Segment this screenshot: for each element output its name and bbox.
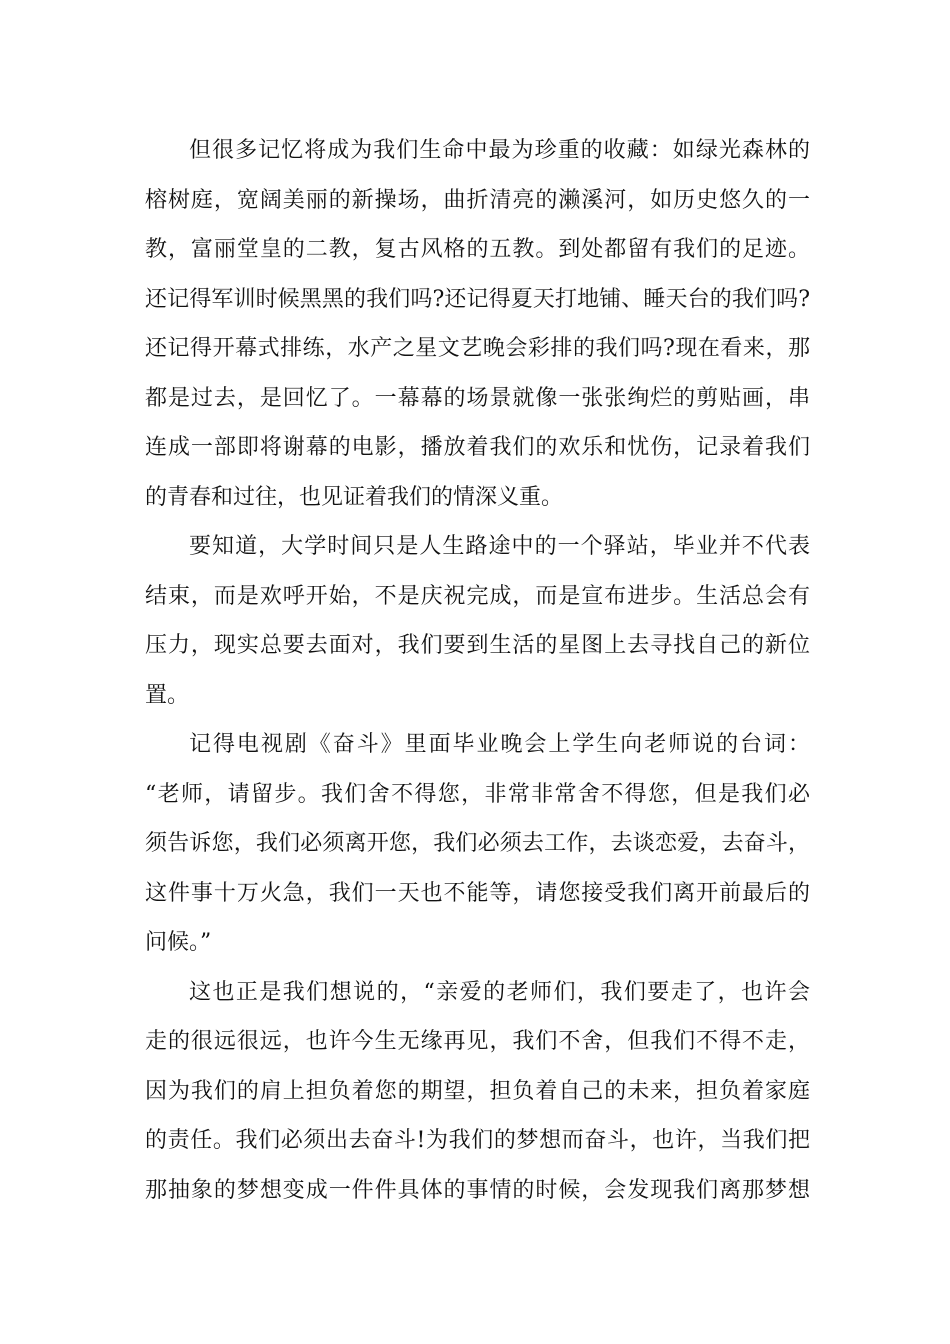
paragraph-2-line-3: 压力，现实总要去面对，我们要到生活的星图上去寻找自己的新位 bbox=[145, 633, 810, 658]
paragraph-4-line-4: 的责任。我们必须出去奋斗!为我们的梦想而奋斗，也许，当我们把 bbox=[145, 1128, 810, 1153]
paragraph-2-line-1: 要知道，大学时间只是人生路途中的一个驿站，毕业并不代表 bbox=[189, 534, 810, 559]
paragraph-2-line-2: 结束，而是欢呼开始，不是庆祝完成，而是宣布进步。生活总会有 bbox=[145, 583, 810, 609]
paragraph-3-line-4: 这件事十万火急，我们一天也不能等，请您接受我们离开前最后的 bbox=[145, 880, 810, 906]
paragraph-4-line-5: 那抽象的梦想变成一件件具体的事情的时候，会发现我们离那梦想 bbox=[145, 1177, 810, 1203]
paragraph-1-line-2: 榕树庭，宽阔美丽的新操场，曲折清亮的濑溪河，如历史悠久的一 bbox=[145, 187, 810, 213]
paragraph-1-line-4: 还记得军训时候黑黑的我们吗?还记得夏天打地铺、睡天台的我们吗? bbox=[145, 286, 810, 312]
paragraph-1-line-3: 教，富丽堂皇的二教，复古风格的五教。到处都留有我们的足迹。 bbox=[145, 237, 810, 262]
paragraph-3-line-5: 问候。” bbox=[145, 930, 212, 955]
paragraph-1-line-6: 都是过去，是回忆了。一幕幕的场景就像一张张绚烂的剪贴画，串 bbox=[145, 385, 810, 411]
paragraph-3-line-3: 须告诉您，我们必须离开您，我们必须去工作，去谈恋爱，去奋斗， bbox=[145, 831, 810, 856]
paragraph-4-line-3: 因为我们的肩上担负着您的期望，担负着自己的未来，担负着家庭 bbox=[145, 1078, 810, 1104]
paragraph-3-line-1: 记得电视剧《奋斗》里面毕业晚会上学生向老师说的台词： bbox=[189, 732, 810, 757]
paragraph-1-line-8: 的青春和过往，也见证着我们的情深义重。 bbox=[145, 484, 564, 510]
paragraph-4-line-2: 走的很远很远，也许今生无缘再见，我们不舍，但我们不得不走， bbox=[145, 1029, 810, 1054]
paragraph-1-line-7: 连成一部即将谢幕的电影，播放着我们的欢乐和忧伤，记录着我们 bbox=[145, 435, 810, 460]
paragraph-1-line-1: 但很多记忆将成为我们生命中最为珍重的收藏：如绿光森林的 bbox=[189, 138, 810, 163]
paragraph-1-line-5: 还记得开幕式排练，水产之星文艺晚会彩排的我们吗?现在看来，那 bbox=[145, 336, 810, 361]
paragraph-2-line-4: 置。 bbox=[145, 682, 190, 708]
body-text bbox=[145, 126, 810, 1215]
paragraph-3-line-2: “老师，请留步。我们舍不得您，非常非常舍不得您，但是我们必 bbox=[145, 781, 810, 807]
paragraph-4-line-1: 这也正是我们想说的，“亲爱的老师们，我们要走了，也许会 bbox=[189, 979, 810, 1005]
